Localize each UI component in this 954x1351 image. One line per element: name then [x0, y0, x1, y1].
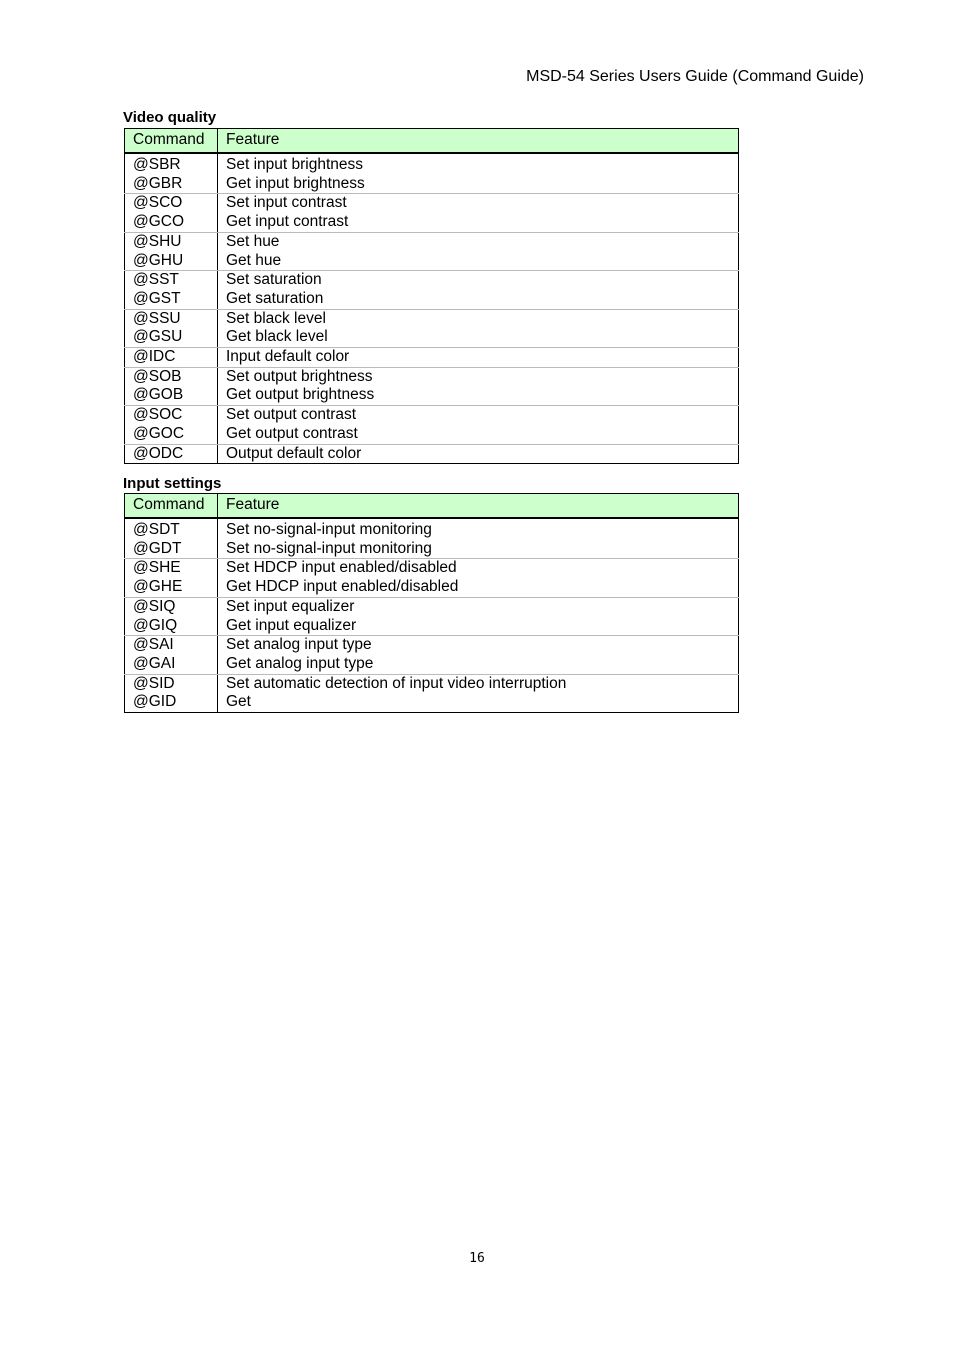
feature-cell [218, 406, 739, 444]
table-row [125, 309, 739, 347]
table-row [125, 406, 739, 444]
feature-description: Get input brightness [226, 174, 365, 192]
table-row [125, 559, 739, 597]
feature-description: Get output brightness [226, 386, 375, 404]
command-code: @IDC [133, 348, 176, 366]
command-code: @GCO [133, 213, 185, 231]
command-code: @SDT [133, 521, 180, 538]
feature-cell [218, 636, 739, 674]
table-row [125, 194, 739, 232]
command-cell [125, 559, 218, 597]
column-header-command: Command [125, 494, 218, 519]
input-settings-table-body [125, 518, 739, 713]
feature-description: Get HDCP input enabled/disabled [226, 578, 459, 596]
command-code: @GBR [133, 174, 183, 192]
feature-description: Get hue [226, 251, 282, 269]
table-header-row [125, 494, 739, 519]
table-row [125, 518, 739, 559]
table-row [125, 636, 739, 674]
feature-description: Get output contrast [226, 424, 358, 442]
command-code: @SST [133, 271, 179, 289]
feature-description: Get saturation [226, 289, 324, 307]
page-number: 16 [469, 1251, 485, 1266]
command-code: @ODC [133, 444, 184, 462]
feature-cell [218, 309, 739, 347]
command-cell [125, 153, 218, 194]
table-row [125, 232, 739, 270]
table-row [125, 367, 739, 405]
command-cell [125, 674, 218, 712]
table-row [125, 153, 739, 194]
feature-cell [218, 444, 739, 464]
feature-cell [218, 348, 739, 368]
feature-description: Set analog input type [226, 636, 372, 654]
table-row [125, 597, 739, 635]
feature-description: Get black level [226, 328, 328, 346]
command-cell [125, 232, 218, 270]
section-title-input-settings: Input settings [123, 475, 222, 492]
command-code: @GOC [133, 424, 185, 442]
feature-description: Get [226, 693, 251, 711]
command-code: @GSU [133, 328, 183, 346]
feature-cell [218, 153, 739, 194]
feature-description: Get analog input type [226, 654, 374, 672]
feature-description: Set output contrast [226, 406, 357, 424]
command-cell [125, 271, 218, 309]
feature-description: Output default color [226, 444, 362, 462]
command-cell [125, 406, 218, 444]
feature-cell [218, 367, 739, 405]
feature-description: Set HDCP input enabled/disabled [226, 559, 457, 577]
command-cell [125, 348, 218, 368]
feature-description: Set black level [226, 309, 326, 327]
feature-description: Get input contrast [226, 213, 349, 231]
table-row [125, 674, 739, 712]
feature-description: Set no-signal-input monitoring [226, 521, 432, 538]
table-header-row [125, 129, 739, 154]
feature-cell [218, 559, 739, 597]
video-quality-table-body [125, 153, 739, 464]
command-code: @SBR [133, 156, 181, 173]
command-cell [125, 636, 218, 674]
command-cell [125, 194, 218, 232]
section-title-video-quality: Video quality [123, 109, 217, 126]
table-row [125, 444, 739, 464]
command-code: @SOB [133, 367, 182, 385]
feature-description: Set hue [226, 232, 280, 250]
feature-cell [218, 597, 739, 635]
column-header-feature: Feature [218, 129, 739, 154]
feature-cell [218, 194, 739, 232]
feature-description: Set input brightness [226, 156, 364, 173]
command-code: @GOB [133, 386, 184, 404]
command-code: @GHU [133, 251, 184, 269]
command-cell [125, 367, 218, 405]
feature-cell [218, 271, 739, 309]
command-code: @SCO [133, 194, 183, 212]
column-header-feature: Feature [218, 494, 739, 519]
command-code: @SAI [133, 636, 174, 654]
feature-cell [218, 518, 739, 559]
command-cell [125, 597, 218, 635]
column-header-command: Command [125, 129, 218, 154]
command-cell [125, 444, 218, 464]
document-header: MSD-54 Series Users Guide (Command Guide) [526, 68, 864, 85]
feature-description: Set input contrast [226, 194, 347, 212]
command-code: @SHU [133, 232, 182, 250]
command-code: @GDT [133, 539, 182, 557]
command-code: @GST [133, 289, 181, 307]
table-row [125, 271, 739, 309]
feature-description: Set no-signal-input monitoring [226, 539, 432, 557]
video-quality-table [124, 128, 739, 464]
command-cell [125, 518, 218, 559]
command-code: @GID [133, 693, 177, 711]
command-cell [125, 309, 218, 347]
feature-cell [218, 674, 739, 712]
command-code: @SSU [133, 309, 181, 327]
feature-description: Input default color [226, 348, 350, 366]
command-code: @GHE [133, 578, 183, 596]
feature-description: Set output brightness [226, 367, 373, 385]
feature-description: Get input equalizer [226, 616, 357, 634]
table-row [125, 348, 739, 368]
command-code: @GAI [133, 654, 176, 672]
command-code: @SIQ [133, 597, 176, 615]
command-code: @GIQ [133, 616, 178, 634]
command-code: @SOC [133, 406, 183, 424]
feature-description: Set automatic detection of input video interruption [226, 674, 567, 692]
feature-description: Set saturation [226, 271, 322, 289]
command-code: @SID [133, 674, 175, 692]
input-settings-table [124, 493, 739, 713]
command-code: @SHE [133, 559, 181, 577]
feature-cell [218, 232, 739, 270]
feature-description: Set input equalizer [226, 597, 355, 615]
